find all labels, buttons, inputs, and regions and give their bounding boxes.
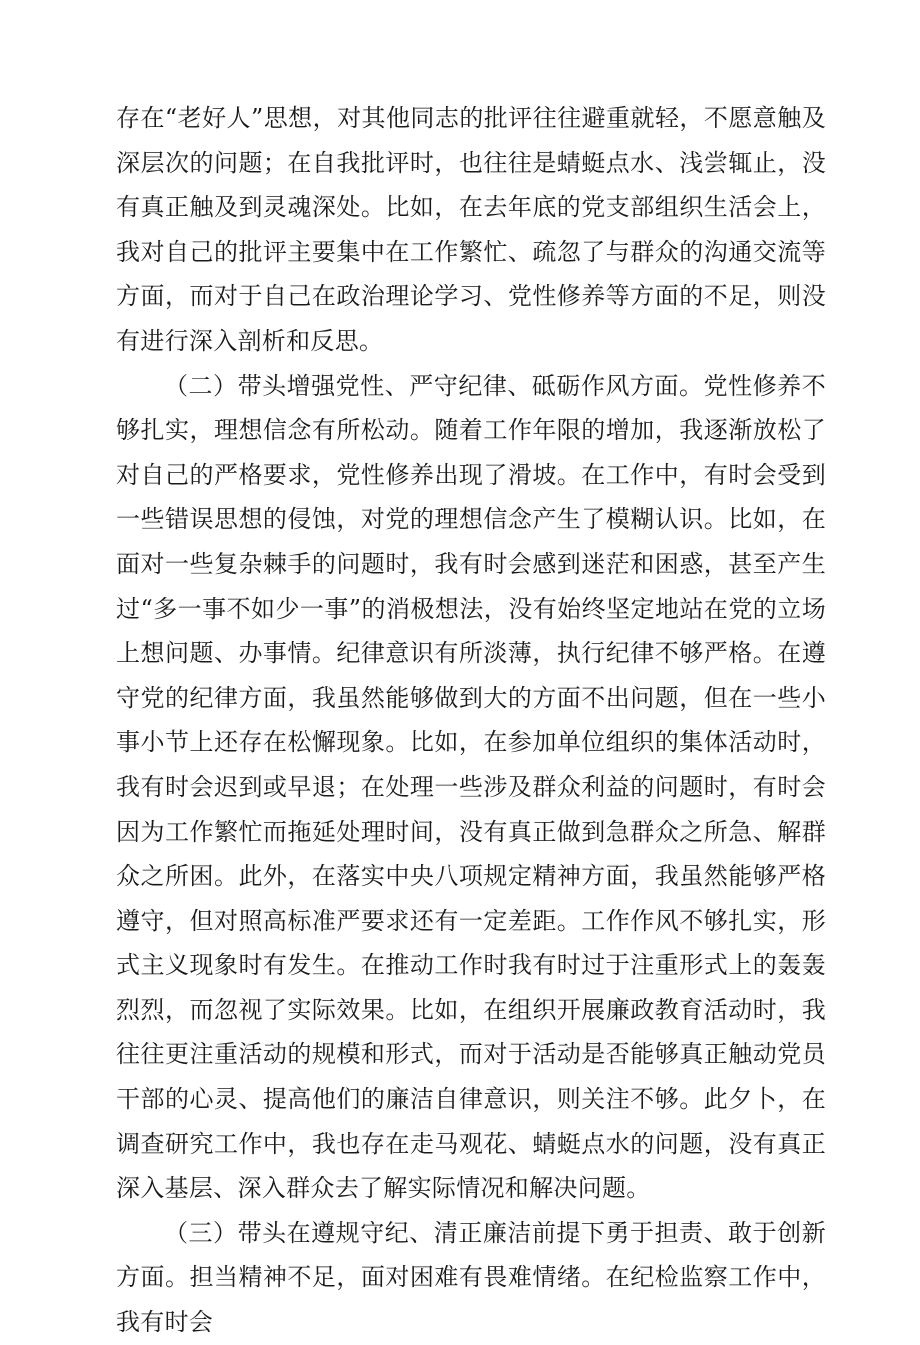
paragraph-section-three: （三）带头在遵规守纪、清正廉洁前提下勇于担责、敢于创新方面。担当精神不足，面对困难有畏难情绪。在纪检监察工作中，我有时会: [116, 1218, 826, 1337]
paragraph-continuation: 存在“老好人”思想，对其他同志的批评往往避重就轻，不愿意触及深层次的问题；在自我批评时，也往往是蜻蜓点水、浅尝辄止，没有真正触及到灵魂深处。比如，在去年底的党支部组织生活会上，我对自己的批评主要集中在工作繁忙、疏忽了与群众的沟通交流等方面，而对于自己在政治理论学习、党性修养等方面的不足，则没有进行深入剖析和反思。: [116, 104, 826, 355]
document-body: [116, 96, 826, 1345]
paragraph-section-two: （二）带头增强党性、严守纪律、砥砺作风方面。党性修养不够扎实，理想信念有所松动。随着工作年限的增加，我逐渐放松了对自己的严格要求，党性修养出现了滑坡。在工作中，有时会受到一些错误思想的侵蚀，对党的理想信念产生了模糊认识。比如，在面对一些复杂棘手的问题时，我有时会感到迷茫和困惑，甚至产生过“多一事不如少一事”的消极想法，没有始终坚定地站在党的立场上想问题、办事情。纪律意识有所淡薄，执行纪律不够严格。在遵守党的纪律方面，我虽然能够做到大的方面不出问题，但在一些小事小节上还存在松懈现象。比如，在参加单位组织的集体活动时，我有时会迟到或早退；在处理一些涉及群众利益的问题时，有时会因为工作繁忙而拖延处理时间，没有真正做到急群众之所急、解群众之所困。此外，在落实中央八项规定精神方面，我虽然能够严格遵守，但对照高标准严要求还有一定差距。工作作风不够扎实，形式主义现象时有发生。在推动工作时我有时过于注重形式上的轰轰烈烈，而忽视了实际效果。比如，在组织开展廉政教育活动时，我往往更注重活动的规模和形式，而对于活动是否能够真正触动党员干部的心灵、提高他们的廉洁自律意识，则关注不够。此夕卜，在调查研究工作中，我也存在走马观花、蜻蜓点水的问题，没有真正深入基层、深入群众去了解实际情况和解决问题。: [116, 371, 826, 1203]
